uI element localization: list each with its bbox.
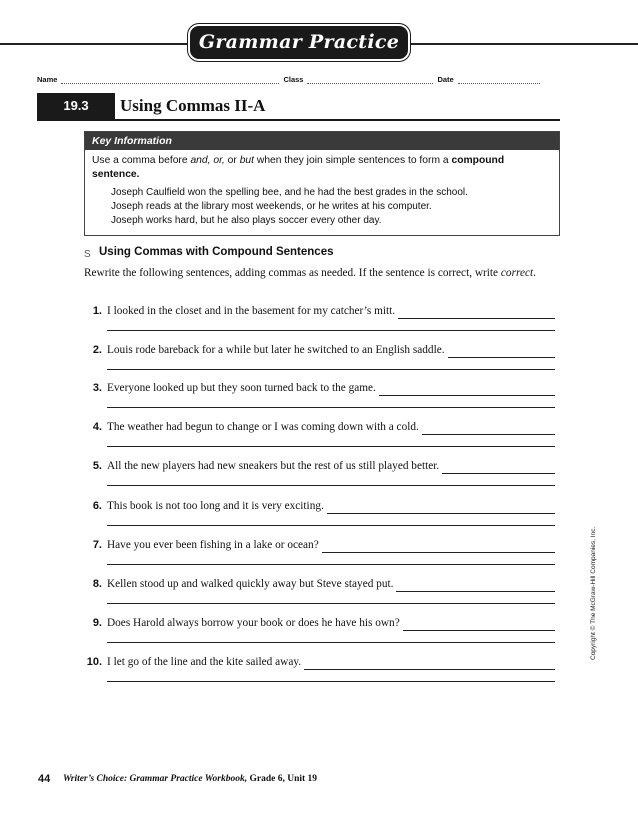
section-title: Using Commas with Compound Sentences	[99, 246, 334, 258]
name-label: Name	[37, 75, 58, 84]
name-field[interactable]	[61, 75, 279, 84]
item-sentence: I let go of the line and the kite sailed away.	[107, 656, 302, 668]
rule-or: or,	[210, 155, 225, 166]
banner	[190, 26, 408, 59]
exercise-item	[80, 577, 556, 615]
exercise-item	[80, 538, 556, 576]
answer-line[interactable]	[398, 307, 555, 319]
exercise-item	[80, 420, 556, 458]
item-number: 4.	[92, 421, 102, 433]
rule-term: sentence.	[92, 168, 140, 180]
answer-line[interactable]	[322, 541, 555, 553]
answer-line[interactable]	[107, 446, 555, 447]
key-information-rule	[92, 154, 552, 181]
item-sentence: This book is not too long and it is very exciting.	[107, 500, 324, 512]
class-label: Class	[283, 75, 304, 84]
instructions-emphasis: correct	[500, 267, 534, 279]
item-number: 8.	[92, 578, 102, 590]
exercise-item	[80, 616, 556, 654]
exercise-item	[80, 655, 556, 693]
item-sentence: Does Harold always borrow your book or does he have his own?	[107, 617, 400, 629]
answer-line[interactable]	[442, 462, 555, 474]
item-number: 10.	[86, 656, 102, 668]
class-field[interactable]	[307, 75, 433, 84]
section-marker: S	[84, 249, 91, 260]
name-class-date-row	[37, 72, 559, 84]
answer-line[interactable]	[396, 580, 555, 592]
item-sentence: Have you ever been fishing in a lake or ocean?	[107, 539, 319, 551]
rule-text: Use a comma before	[92, 155, 191, 166]
exercise-item	[80, 381, 556, 419]
lesson-title: Using Commas II-A	[120, 96, 266, 115]
exercise-item	[80, 499, 556, 537]
item-number: 2.	[92, 344, 102, 356]
rule-but: but	[239, 155, 255, 166]
item-number: 9.	[92, 617, 102, 629]
item-number: 7.	[92, 539, 102, 551]
exercise-item	[80, 304, 556, 342]
answer-line[interactable]	[327, 502, 555, 514]
rule-and: and,	[190, 155, 211, 166]
exercise-item	[80, 459, 556, 497]
answer-line[interactable]	[107, 330, 555, 331]
item-number: 3.	[92, 382, 102, 394]
instructions-text: Rewrite the following sentences, adding commas as needed. If the sentence is correct, write	[84, 267, 501, 279]
answer-line[interactable]	[107, 407, 555, 408]
item-number: 1.	[92, 305, 102, 317]
footer-citation	[63, 774, 317, 784]
lesson-rule	[37, 119, 560, 121]
answer-line[interactable]	[448, 346, 555, 358]
answer-line[interactable]	[422, 423, 555, 435]
key-information-heading: Key Information	[85, 132, 559, 150]
key-information-box	[84, 131, 560, 236]
answer-line[interactable]	[107, 564, 555, 565]
answer-line[interactable]	[107, 603, 555, 604]
item-sentence: The weather had begun to change or I was coming down with a cold.	[107, 421, 419, 433]
copyright-notice: Copyright © The McGraw-Hill Companies, Inc.	[590, 526, 597, 660]
answer-line[interactable]	[304, 658, 555, 670]
date-field[interactable]	[458, 75, 540, 84]
rule-text: when they join simple sentences to form a	[254, 155, 452, 166]
answer-line[interactable]	[107, 642, 555, 643]
answer-line[interactable]	[379, 384, 555, 396]
book-title: Writer’s Choice: Grammar Practice Workbook,	[63, 774, 248, 784]
item-number: 6.	[92, 500, 102, 512]
exercise-item	[80, 343, 556, 381]
answer-line[interactable]	[107, 525, 555, 526]
banner-title: Grammar Practice	[198, 31, 400, 53]
rule-term: compound	[451, 155, 505, 166]
example-sentence: Joseph works hard, but he also plays soccer every other day.	[111, 215, 382, 226]
item-sentence: Louis rode bareback for a while but later he switched to an English saddle.	[107, 344, 445, 356]
item-sentence: I looked in the closet and in the basement for my catcher’s mitt.	[107, 305, 396, 317]
example-sentence: Joseph reads at the library most weekends, or he writes at his computer.	[111, 201, 432, 212]
answer-line[interactable]	[403, 619, 555, 631]
answer-line[interactable]	[107, 369, 555, 370]
page-number: 44	[38, 773, 51, 785]
item-sentence: All the new players had new sneakers but the rest of us still played better.	[107, 460, 440, 472]
item-number: 5.	[92, 460, 102, 472]
answer-line[interactable]	[107, 681, 555, 682]
lesson-number: 19.3	[37, 93, 115, 119]
instructions-text: .	[533, 267, 536, 279]
item-sentence: Kellen stood up and walked quickly away but Steve stayed put.	[107, 578, 394, 590]
item-sentence: Everyone looked up but they soon turned back to the game.	[107, 382, 376, 394]
rule-text: or	[224, 155, 240, 166]
grade-unit: Grade 6, Unit 19	[247, 774, 318, 784]
instructions	[84, 266, 554, 281]
date-label: Date	[437, 75, 454, 84]
answer-line[interactable]	[107, 485, 555, 486]
example-sentence: Joseph Caulfield won the spelling bee, and he had the best grades in the school.	[111, 187, 468, 198]
